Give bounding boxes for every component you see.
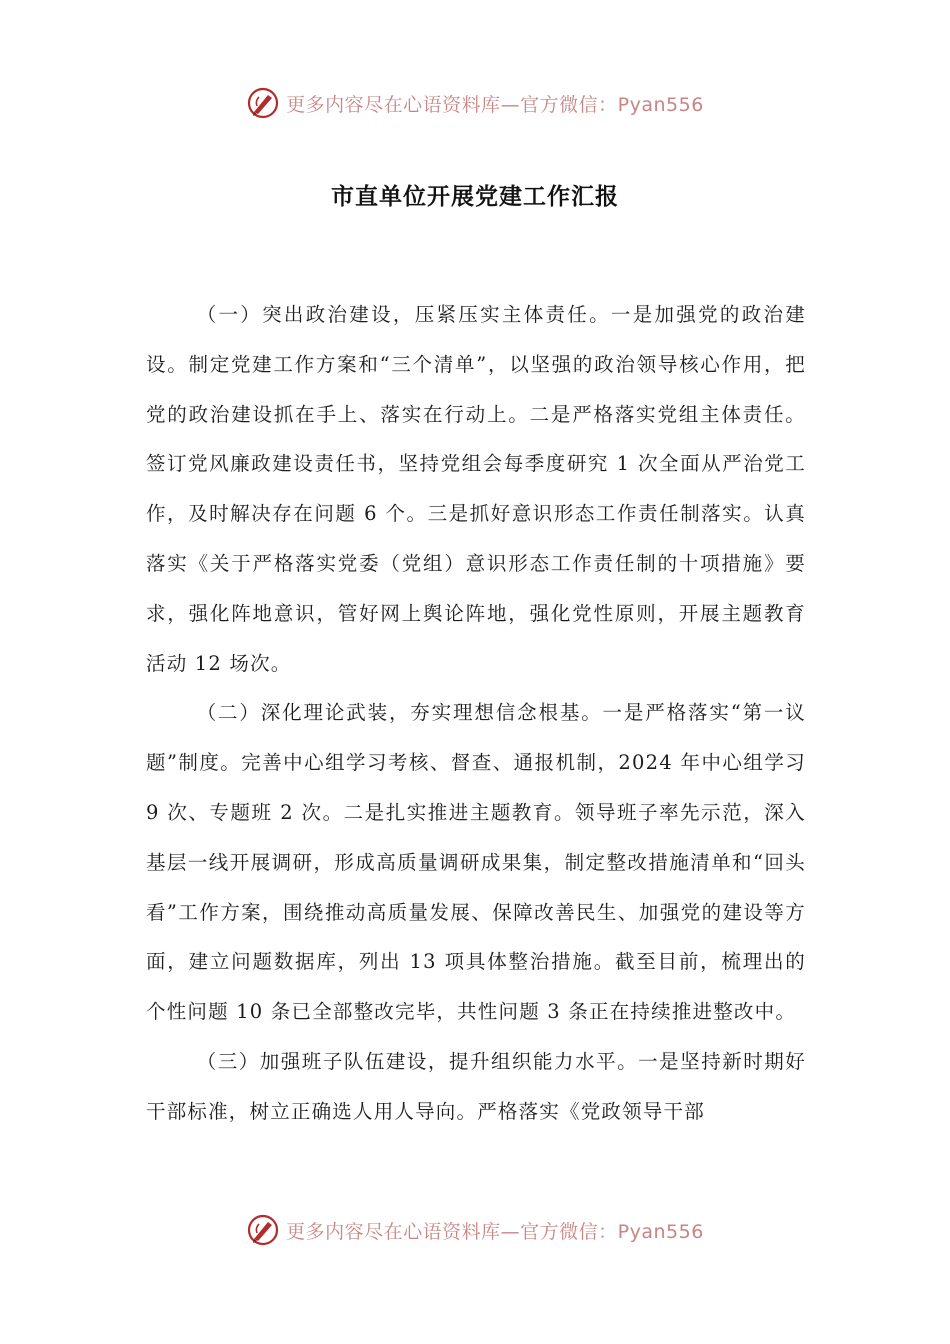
header-watermark-banner bbox=[0, 83, 950, 123]
document-body bbox=[146, 290, 806, 1137]
banner-text: 更多内容尽在心语资料库—官方微信：Pyan556 bbox=[286, 93, 704, 116]
body-paragraph: （一）突出政治建设，压紧压实主体责任。一是加强党的政治建设。制定党建工作方案和“三个清单”，以坚强的政治领导核心作用，把党的政治建设抓在手上、落实在行动上。二是严格落实党组主体责任。签订党风廉政建设责任书，坚持党组会每季度研究 1 次全面从严治党工作，及时解决存在问题 6 个。三是抓好意识形态工作责任制落实。认真落实《关于严格落实党委（党组）意识形态工作责任制的十项措施》要求，强化阵地意识，管好网上舆论阵地，强化党性原则，开展主题教育活动 12 场次。 bbox=[146, 303, 806, 675]
banner-text: 更多内容尽在心语资料库—官方微信：Pyan556 bbox=[286, 1220, 704, 1243]
pen-logo-icon bbox=[246, 86, 280, 120]
pen-logo-icon bbox=[246, 1213, 280, 1247]
footer-watermark-banner bbox=[0, 1210, 950, 1250]
body-paragraph: （三）加强班子队伍建设，提升组织能力水平。一是坚持新时期好干部标准，树立正确选人用人导向。严格落实《党政领导干部 bbox=[146, 1049, 806, 1123]
body-paragraph: （二）深化理论武装，夯实理想信念根基。一是严格落实“第一议题”制度。完善中心组学习考核、督查、通报机制，2024 年中心组学习 9 次、专题班 2 次。二是扎实推进主题教育。领导班子率先示范，深入基层一线开展调研，形成高质量调研成果集，制定整改措施清单和“回头看”工作方案，围绕推动高质量发展、保障改善民生、加强党的建设等方面，建立问题数据库，列出 13 项具体整治措施。截至目前，梳理出的个性问题 10 条已全部整改完毕，共性问题 3 条正在持续推进整改中。 bbox=[146, 701, 806, 1024]
document-title: 市直单位开展党建工作汇报 bbox=[331, 184, 619, 210]
